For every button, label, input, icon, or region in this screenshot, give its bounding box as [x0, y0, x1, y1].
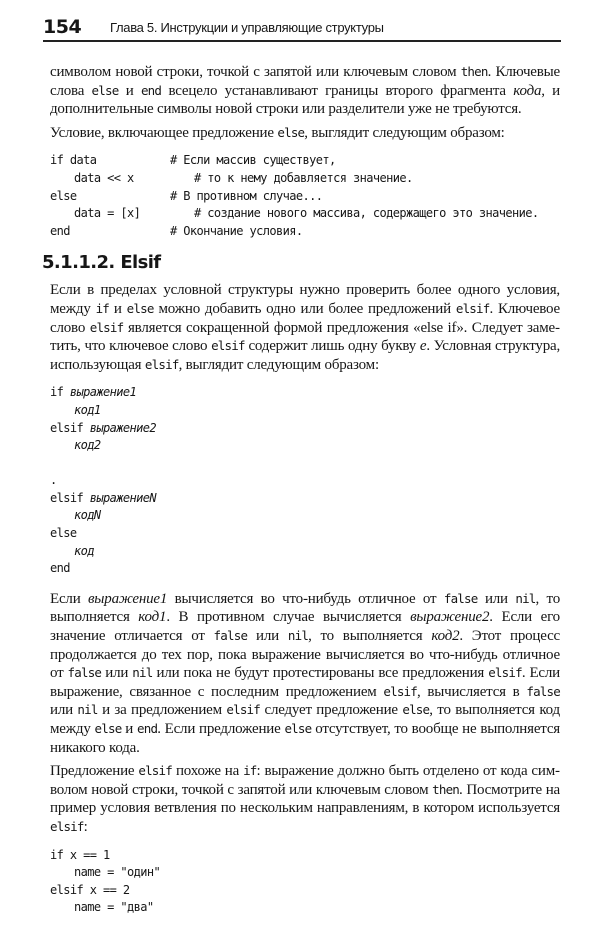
code-line [50, 507, 560, 525]
code-line [50, 882, 560, 900]
text-run: . Если предложение [157, 721, 285, 737]
code-keyword: elsif [50, 490, 90, 505]
text-run: следует предложение [260, 702, 403, 719]
code-text: data = [x] [74, 206, 141, 221]
page-body [42, 63, 560, 929]
text-run: всецело устанавливают границы второго фрагмента [161, 82, 514, 99]
text-run: . Условная структура, использующая [50, 338, 560, 373]
inline-code: false [526, 683, 560, 699]
code-line [50, 420, 560, 438]
inline-code: then [460, 64, 488, 79]
code-comment: # создание нового массива, содержащего это значение. [194, 206, 539, 221]
code-line [50, 455, 560, 473]
code-text [50, 402, 101, 420]
code-keyword: end [50, 561, 70, 576]
code-text: name = "два" [74, 900, 154, 915]
text-run: можно добавить одно или более предложений [153, 300, 456, 317]
text-run: или [477, 590, 516, 607]
inline-code: false [67, 665, 102, 681]
page-number: 154 [43, 16, 82, 38]
text-run: или пока не будут протестированы все предложения [152, 665, 489, 682]
code-line [50, 490, 560, 508]
inline-code: elsif [383, 683, 418, 699]
code-line [50, 402, 560, 420]
code-keyword: if [50, 385, 70, 400]
code-placeholder: код [74, 543, 94, 558]
code-block-elsif-syntax [50, 384, 560, 578]
code-line [50, 847, 560, 865]
emphasis: выражение1 [88, 590, 168, 607]
code-comment: # то к нему добавляется значение. [194, 170, 413, 185]
text-run: . В противном случае вычисляется [166, 609, 411, 626]
code-placeholder: выражение2 [89, 420, 156, 435]
running-header [43, 14, 561, 42]
text-run: или [50, 702, 78, 719]
code-line [50, 864, 560, 882]
code-line [50, 472, 560, 490]
text-run: Если в пределах условной структуры нужно проверить более одного условия, между [50, 282, 560, 317]
code-text [50, 384, 136, 402]
inline-code: else [91, 82, 119, 98]
text-run: . Этот процесс продолжается до тех пор, пока выражение вычисляется во что-нибудь отличное от [50, 628, 560, 682]
text-run: . Ключевые слова [50, 64, 560, 99]
inline-code: nil [77, 702, 98, 718]
text-run: : [83, 818, 88, 835]
text-run: Предложение [50, 763, 139, 780]
code-text [50, 420, 156, 438]
inline-code: nil [287, 628, 309, 644]
code-placeholder: код2 [74, 438, 101, 453]
code-text [50, 437, 101, 455]
inline-code: nil [132, 665, 153, 681]
text-run: отсутствует, то вообще не выполняется никакого кода. [50, 721, 560, 756]
inline-code: then [432, 781, 460, 797]
code-text: name = "один" [74, 865, 161, 880]
text-run: или [247, 628, 288, 645]
code-text: if data [50, 153, 97, 168]
text-run: , и дополнительные символы новой строки или разделители уже не требуются. [50, 82, 560, 118]
emphasis: выражение2 [410, 609, 490, 626]
code-keyword: elsif [50, 420, 90, 435]
text-run: вычисляется во что-нибудь отличное от [167, 590, 444, 607]
code-comment: # В противном случае... [170, 188, 323, 203]
code-comment: # Если массив существует, [170, 153, 336, 168]
paragraph [50, 762, 560, 836]
inline-code: else [284, 721, 312, 736]
section-heading: 5.1.1.2. Elsif [42, 252, 161, 274]
code-text [50, 507, 101, 525]
code-placeholder: выражение1 [69, 385, 137, 400]
text-run: является сокращенной формой предложения «else if». Следует заметить, что ключевое слово [50, 319, 560, 355]
text-run: . Ключевое слово [50, 300, 560, 336]
inline-code: elsif [455, 300, 490, 316]
code-keyword: . [50, 473, 57, 488]
text-run: символом новой строки, точкой с запятой или ключевым словом [50, 64, 461, 80]
code-text: else [50, 188, 77, 203]
code-line [50, 223, 560, 241]
inline-code: else [277, 124, 305, 140]
code-placeholder: код1 [74, 402, 101, 417]
code-placeholder: выражениеN [89, 490, 156, 505]
code-line [50, 560, 560, 578]
text-run: , то выполняется код между [50, 702, 560, 737]
emphasis: кода [513, 82, 542, 99]
text-run: и [109, 300, 127, 317]
code-comment: # Окончание условия. [170, 223, 303, 238]
text-run: Если [50, 590, 88, 607]
inline-code: elsif [138, 763, 172, 779]
inline-code: false [213, 628, 248, 644]
inline-code: elsif [488, 665, 522, 681]
inline-code: if [95, 300, 110, 316]
code-line [50, 205, 560, 223]
code-text: data << x [74, 170, 134, 185]
paragraph [50, 124, 560, 143]
code-placeholder: кодN [74, 508, 101, 523]
chapter-title: Глава 5. Инструкции и управляющие структуры [110, 20, 384, 35]
paragraph [50, 281, 560, 374]
code-line [50, 437, 560, 455]
inline-code: end [140, 82, 162, 98]
code-text [50, 472, 57, 490]
inline-code: elsif [50, 818, 84, 834]
inline-code: false [443, 590, 478, 606]
code-line [50, 152, 560, 170]
text-run: : выражение должно быть отделено от кода символом новой строки, точкой с запятой или ключевым словом [50, 763, 560, 798]
code-text [50, 490, 156, 508]
inline-code: else [126, 300, 154, 316]
code-keyword: else [50, 526, 77, 541]
inline-code: if [243, 763, 257, 779]
code-line [50, 188, 560, 206]
inline-code: end [137, 721, 158, 736]
code-line [50, 899, 560, 917]
code-text: end [50, 223, 70, 238]
paragraph [50, 63, 560, 119]
code-line [50, 525, 560, 543]
inline-code: else [94, 721, 122, 736]
text-run: , вычисляется в [417, 683, 527, 700]
text-run: содержит лишь одну букву [244, 338, 420, 355]
paragraph [50, 590, 560, 757]
inline-code: elsif [226, 702, 261, 718]
text-run: , то выполняется [50, 590, 560, 626]
code-line [50, 384, 560, 402]
text-run: или [101, 665, 133, 682]
text-run: , выглядит следующим образом: [178, 356, 379, 373]
code-line [50, 170, 560, 188]
code-text: elsif x == 2 [50, 882, 130, 897]
text-run: , то выполняется [308, 628, 432, 645]
emphasis: код2 [431, 628, 460, 645]
code-text [50, 543, 94, 561]
text-run: и за предложением [97, 702, 227, 719]
text-run: . Если его значение отличается от [50, 609, 560, 645]
code-block-else [50, 152, 560, 240]
code-line [50, 543, 560, 561]
inline-code: else [402, 702, 430, 718]
inline-code: elsif [144, 356, 179, 372]
text-run: похоже на [172, 763, 244, 780]
text-run: , выглядит следующим образом: [304, 124, 505, 141]
code-text: if x == 1 [50, 847, 110, 862]
inline-code: elsif [89, 319, 124, 335]
emphasis: код1 [138, 609, 167, 626]
text-run: и [121, 721, 137, 737]
inline-code: elsif [211, 338, 245, 354]
text-run: . Посмотрите на пример условия ветвления по нескольким направлениям, в котором используется [50, 781, 560, 817]
text-run: . Если выражение, связанное с последним предложением [50, 665, 560, 700]
code-text [50, 560, 70, 578]
emphasis: e [419, 338, 427, 355]
code-block-elsif-example [50, 847, 560, 917]
inline-code: nil [515, 590, 536, 606]
code-text [50, 525, 77, 543]
text-run: Условие, включающее предложение [50, 124, 278, 141]
text-run: и [118, 82, 141, 99]
